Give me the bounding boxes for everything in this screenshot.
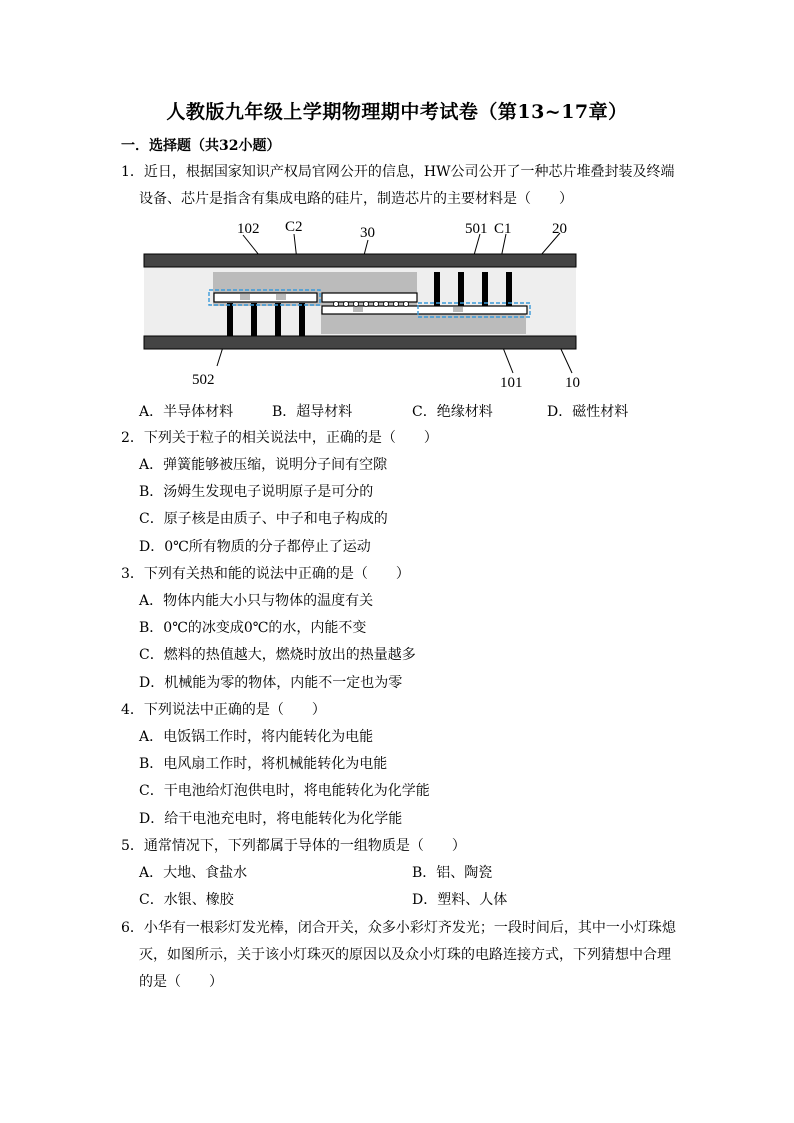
q3-option-d[interactable]: D．机械能为零的物体，内能不一定也为零 [139,675,403,691]
q4-option-a[interactable]: A．电饭锅工作时，将内能转化为电能 [139,729,374,745]
q3-option-a[interactable]: A．物体内能大小只与物体的温度有关 [139,593,374,609]
q1-option-c[interactable]: C．绝缘材料 [412,404,493,420]
upper-board [144,254,576,267]
q3-stem-text: 下列有关热和能的说法中正确的是（ ） [143,566,410,582]
q5-stem-text: 通常情况下，下列都属于导体的一组物质是（ ） [143,838,466,854]
q5-option-c[interactable]: C．水银、橡胶 [139,892,234,908]
q1-stem-text-1: 近日，根据国家知识产权局官网公开的信息，HW公司公开了一种芯片堆叠封装及终端 [143,164,675,180]
q6-number: 6． [121,920,144,936]
q4-stem [121,701,326,719]
q5-stem [121,837,466,855]
q2-option-a[interactable]: A．弹簧能够被压缩，说明分子间有空隙 [139,457,388,473]
q6-stem-line-1 [121,919,676,937]
section-heading: 一．选择题（共32小题） [121,138,281,154]
label-101: 101 [500,375,523,391]
q5-option-d[interactable]: D．塑料、人体 [412,892,508,908]
q6-stem-line-3: 的是（ ） [139,974,223,990]
q4-number: 4． [121,702,144,718]
chip-package-figure [0,213,794,413]
q4-stem-text: 下列说法中正确的是（ ） [143,702,326,718]
q2-stem [121,429,438,447]
label-c2: C2 [285,219,303,235]
q6-stem-line-2: 灭，如图所示，关于该小灯珠灭的原因以及众小灯珠的电路连接方式，下列猜想中合理 [139,947,671,963]
q5-option-b[interactable]: B．铝、陶瓷 [412,865,493,881]
label-10: 10 [565,375,580,391]
q3-option-b[interactable]: B．0℃的冰变成0℃的水，内能不变 [139,620,367,636]
q4-option-d[interactable]: D．给干电池充电时，将电能转化为化学能 [139,811,403,827]
q5-option-a[interactable]: A．大地、食盐水 [139,865,248,881]
q1-stem-line-1 [121,163,675,181]
q2-option-d[interactable]: D．0℃所有物质的分子都停止了运动 [139,539,371,555]
q4-option-c[interactable]: C．干电池给灯泡供电时，将电能转化为化学能 [139,783,430,799]
q1-option-b[interactable]: B．超导材料 [272,404,353,420]
q1-number: 1． [121,164,144,180]
label-c1: C1 [494,221,512,237]
q3-option-c[interactable]: C．燃料的热值越大，燃烧时放出的热量越多 [139,647,416,663]
q1-option-a[interactable]: A．半导体材料 [139,404,234,420]
q1-option-d[interactable]: D．磁性材料 [547,404,629,420]
lower-board [144,336,576,349]
label-20: 20 [552,221,567,237]
q3-number: 3． [121,566,144,582]
page-title: 人教版九年级上学期物理期中考试卷（第13~17章） [166,101,628,123]
q6-stem-text-1: 小华有一根彩灯发光棒，闭合开关，众多小彩灯齐发光；一段时间后，其中一小灯珠熄 [143,920,676,936]
label-102: 102 [237,221,260,237]
label-502: 502 [192,372,215,388]
label-30: 30 [360,225,375,241]
q1-stem-line-2: 设备、芯片是指含有集成电路的硅片，制造芯片的主要材料是（ ） [139,191,573,207]
q2-option-b[interactable]: B．汤姆生发现电子说明原子是可分的 [139,484,374,500]
q2-number: 2． [121,430,144,446]
label-501: 501 [465,221,488,237]
q2-stem-text: 下列关于粒子的相关说法中，正确的是（ ） [143,430,438,446]
q2-option-c[interactable]: C．原子核是由质子、中子和电子构成的 [139,511,388,527]
q4-option-b[interactable]: B．电风扇工作时，将机械能转化为电能 [139,756,388,772]
q3-stem [121,565,410,583]
q5-number: 5． [121,838,144,854]
